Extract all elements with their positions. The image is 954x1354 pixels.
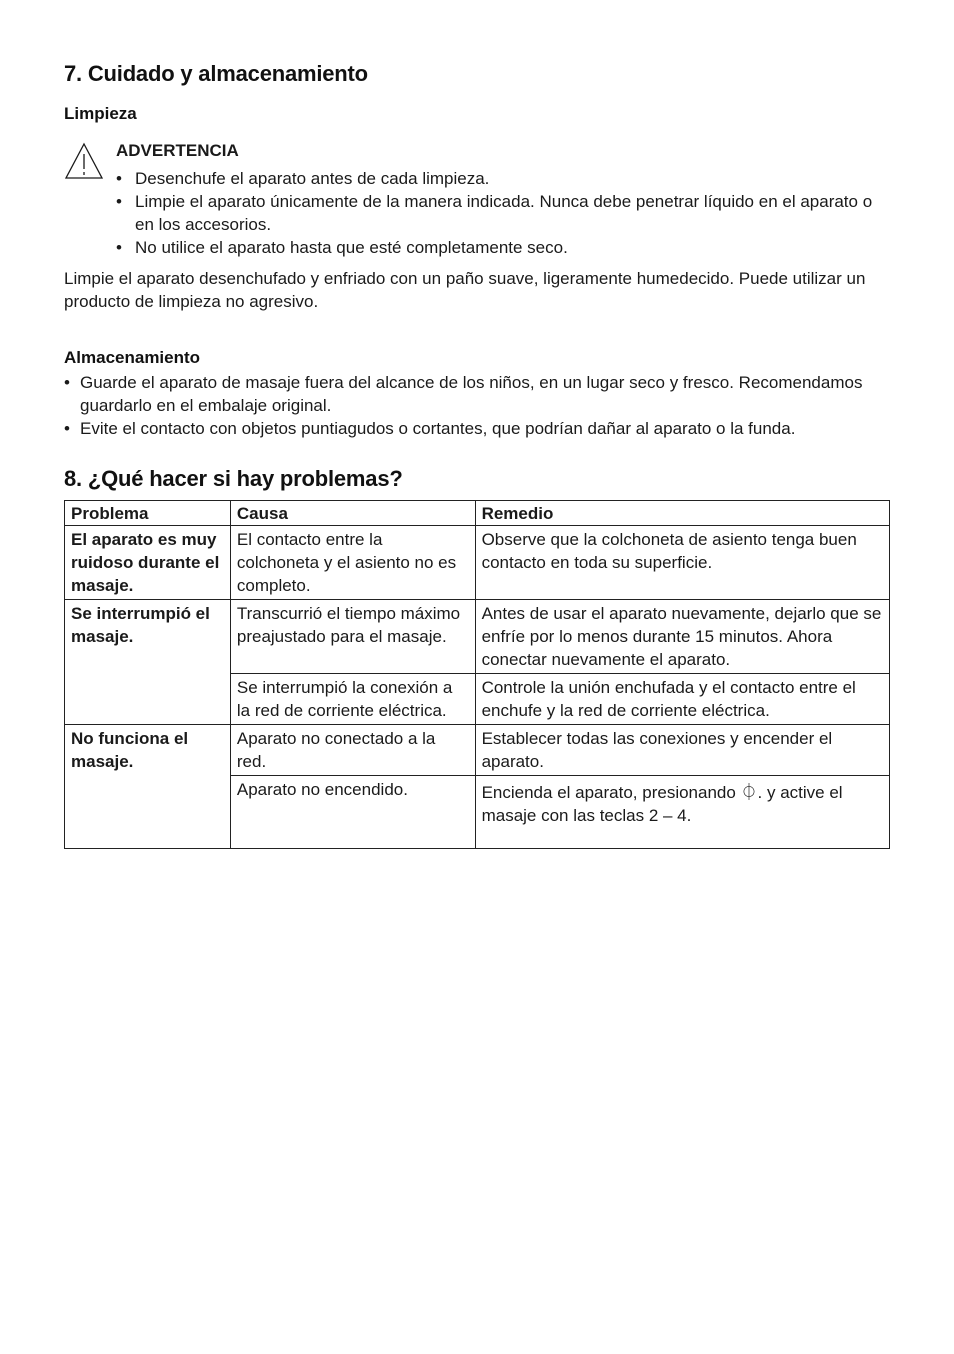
problem-cell: El aparato es muy ruidoso durante el masaje. [65, 526, 231, 600]
storage-heading: Almacenamiento [64, 348, 201, 367]
remedy-cell: Antes de usar el aparato nuevamente, dejarlo que se enfríe por lo menos durante 15 minutos. Ahora conectar nuevamente el aparato. [475, 600, 889, 674]
problem-cell: Se interrumpió el masaje. [65, 600, 231, 725]
remedy-cell: Observe que la colchoneta de asiento tenga buen contacto en toda su superficie. [475, 526, 889, 600]
problem-cell: No funciona el masaje. [65, 725, 231, 849]
warning-item: • Desenchufe el aparato antes de cada limpieza. [116, 167, 890, 190]
storage-item: • Evite el contacto con objetos puntiagudos o cortantes, que podrían dañar al aparato o la funda. [64, 417, 890, 440]
warning-title: ADVERTENCIA [116, 141, 239, 160]
cause-cell: Aparato no conectado a la red. [230, 725, 475, 776]
cleaning-text: Limpie el aparato desenchufado y enfriado con un paño suave, ligeramente humedecido. Puede utilizar un producto de limpieza no agresivo. [64, 269, 866, 311]
warning-triangle-icon [64, 142, 104, 180]
remedy-cell: Establecer todas las conexiones y encender el aparato. [475, 725, 889, 776]
warning-item: • No utilice el aparato hasta que esté completamente seco. [116, 236, 890, 259]
storage-list [64, 371, 890, 440]
column-header-problem: Problema [65, 501, 231, 526]
table-row [65, 725, 890, 776]
cause-cell: Transcurrió el tiempo máximo preajustado para el masaje. [230, 600, 475, 674]
warning-list [116, 167, 890, 259]
cause-cell: El contacto entre la colchoneta y el asiento no es completo. [230, 526, 475, 600]
column-header-remedy: Remedio [475, 501, 889, 526]
column-header-cause: Causa [230, 501, 475, 526]
section-title-care: 7. Cuidado y almacenamiento [64, 61, 368, 86]
section-title-troubleshooting: 8. ¿Qué hacer si hay problemas? [64, 466, 403, 491]
storage-item: • Guarde el aparato de masaje fuera del alcance de los niños, en un lugar seco y fresco. Recomendamos guardarlo en el embalaje original. [64, 371, 890, 417]
remedy-cell: Encienda el aparato, presionando ⏀. y active el masaje con las teclas 2 – 4. [475, 776, 889, 849]
warning-item: • Limpie el aparato únicamente de la manera indicada. Nunca debe penetrar líquido en el aparato o en los accesorios. [116, 190, 890, 236]
cause-cell: Se interrumpió la conexión a la red de corriente eléctrica. [230, 674, 475, 725]
cleaning-heading: Limpieza [64, 104, 137, 123]
table-row [65, 600, 890, 674]
troubleshooting-table [64, 500, 890, 849]
table-row [65, 526, 890, 600]
table-header-row [65, 501, 890, 526]
cause-cell: Aparato no encendido. [230, 776, 475, 849]
remedy-cell: Controle la unión enchufada y el contacto entre el enchufe y la red de corriente eléctrica. [475, 674, 889, 725]
